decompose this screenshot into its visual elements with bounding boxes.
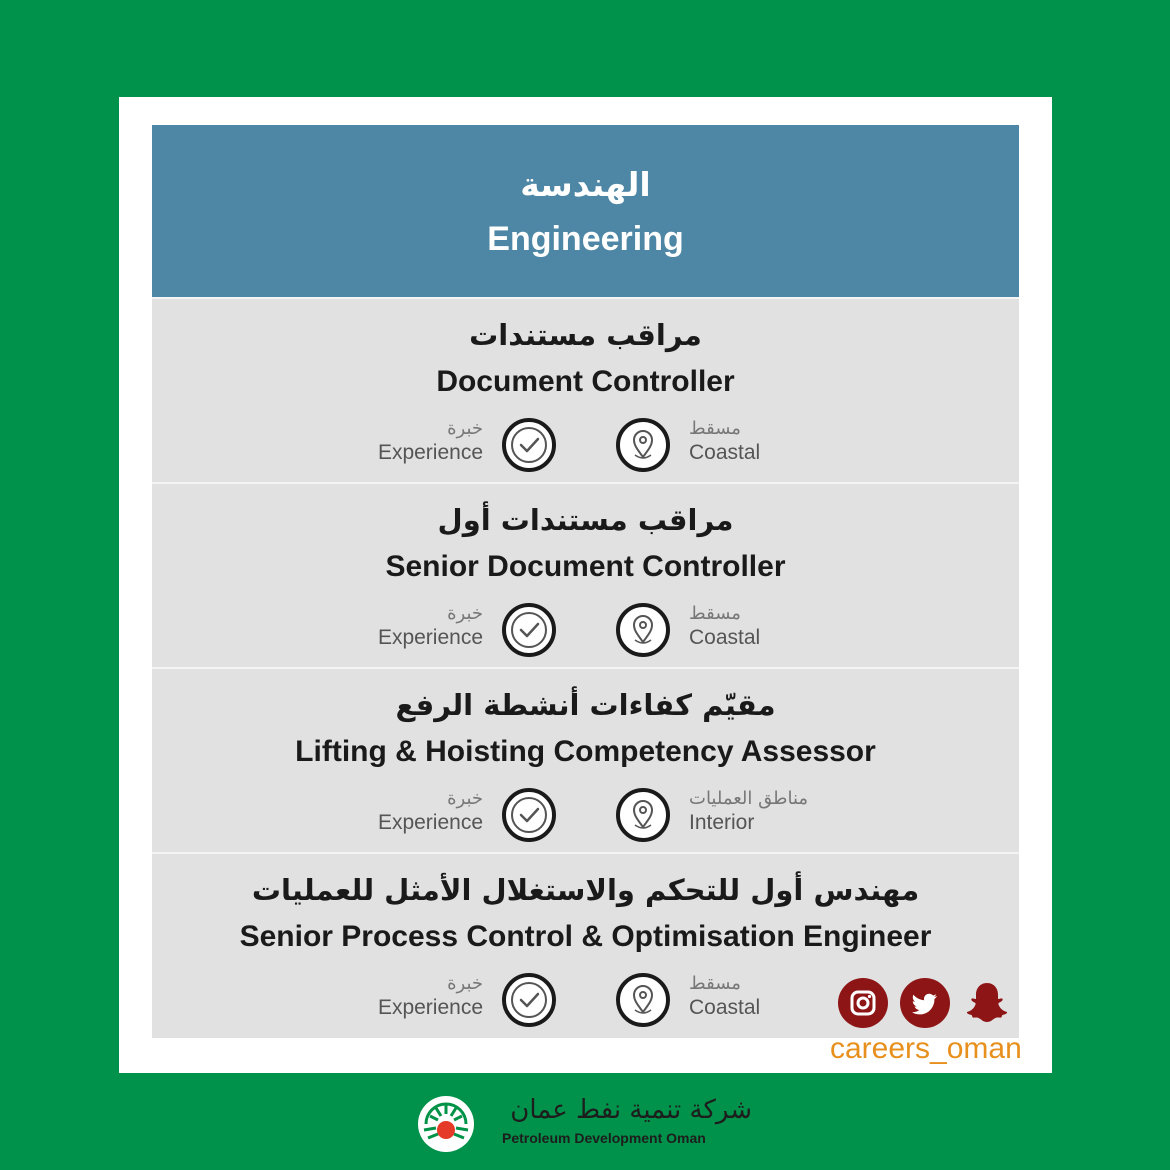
location-label-ar: مناطق العمليات bbox=[689, 788, 809, 809]
job-title-en: Senior Document Controller bbox=[385, 550, 786, 583]
location-label-en: Interior bbox=[689, 811, 755, 834]
experience-label bbox=[378, 417, 483, 465]
instagram-icon[interactable] bbox=[838, 978, 888, 1028]
job-row bbox=[152, 482, 1019, 667]
company-name-en: Petroleum Development Oman bbox=[502, 1130, 706, 1146]
experience-label-ar: خبرة bbox=[447, 603, 483, 624]
location-pin-icon bbox=[615, 602, 671, 658]
location-label-en: Coastal bbox=[689, 441, 761, 464]
experience-label-ar: خبرة bbox=[447, 418, 483, 439]
job-meta bbox=[152, 787, 1019, 843]
experience-label-en: Experience bbox=[377, 626, 483, 649]
experience-label bbox=[378, 602, 483, 650]
location-label bbox=[689, 787, 808, 835]
job-row bbox=[152, 297, 1019, 482]
twitter-icon[interactable] bbox=[900, 978, 950, 1028]
job-title-en: Lifting & Hoisting Competency Assessor bbox=[295, 735, 876, 768]
experience-label bbox=[378, 787, 483, 835]
location-label-en: Coastal bbox=[689, 996, 761, 1019]
experience-label-en: Experience bbox=[377, 811, 483, 834]
location-label-ar: مسقط bbox=[689, 973, 741, 994]
experience-label-en: Experience bbox=[377, 441, 483, 464]
jobs-table bbox=[152, 125, 1019, 1038]
job-title-ar: مراقب مستندات أول bbox=[437, 503, 734, 537]
checkmark-circle-icon bbox=[501, 972, 557, 1028]
section-title-en: Engineering bbox=[487, 220, 684, 258]
company-name-ar: شركة تنمية نفط عمان bbox=[510, 1095, 752, 1125]
experience-label-ar: خبرة bbox=[447, 788, 483, 809]
job-title-en: Senior Process Control & Optimisation Engineer bbox=[239, 920, 932, 953]
location-label bbox=[689, 417, 760, 465]
snapchat-icon[interactable] bbox=[962, 978, 1012, 1028]
location-label bbox=[689, 972, 760, 1020]
checkmark-circle-icon bbox=[501, 787, 557, 843]
checkmark-circle-icon bbox=[501, 417, 557, 473]
section-title-ar: الهندسة bbox=[520, 165, 651, 204]
location-pin-icon bbox=[615, 972, 671, 1028]
job-title-en: Document Controller bbox=[436, 365, 735, 398]
experience-label-ar: خبرة bbox=[447, 973, 483, 994]
company-logo bbox=[416, 1094, 756, 1154]
job-title-ar: مقيّم كفاءات أنشطة الرفع bbox=[395, 688, 776, 722]
job-title-ar: مراقب مستندات bbox=[469, 318, 702, 352]
social-links bbox=[838, 978, 1012, 1028]
job-card bbox=[119, 97, 1052, 1073]
job-meta bbox=[152, 602, 1019, 658]
job-meta bbox=[152, 417, 1019, 473]
experience-label-en: Experience bbox=[377, 996, 483, 1019]
experience-label bbox=[378, 972, 483, 1020]
job-row bbox=[152, 667, 1019, 852]
social-handle[interactable]: careers_oman bbox=[830, 1032, 1022, 1065]
location-label-ar: مسقط bbox=[689, 418, 741, 439]
section-header bbox=[152, 125, 1019, 297]
location-label-en: Coastal bbox=[689, 626, 761, 649]
location-pin-icon bbox=[615, 417, 671, 473]
pdo-logo-icon bbox=[416, 1094, 476, 1154]
location-pin-icon bbox=[615, 787, 671, 843]
location-label-ar: مسقط bbox=[689, 603, 741, 624]
location-label bbox=[689, 602, 760, 650]
job-title-ar: مهندس أول للتحكم والاستغلال الأمثل للعمليات bbox=[251, 873, 920, 907]
checkmark-circle-icon bbox=[501, 602, 557, 658]
